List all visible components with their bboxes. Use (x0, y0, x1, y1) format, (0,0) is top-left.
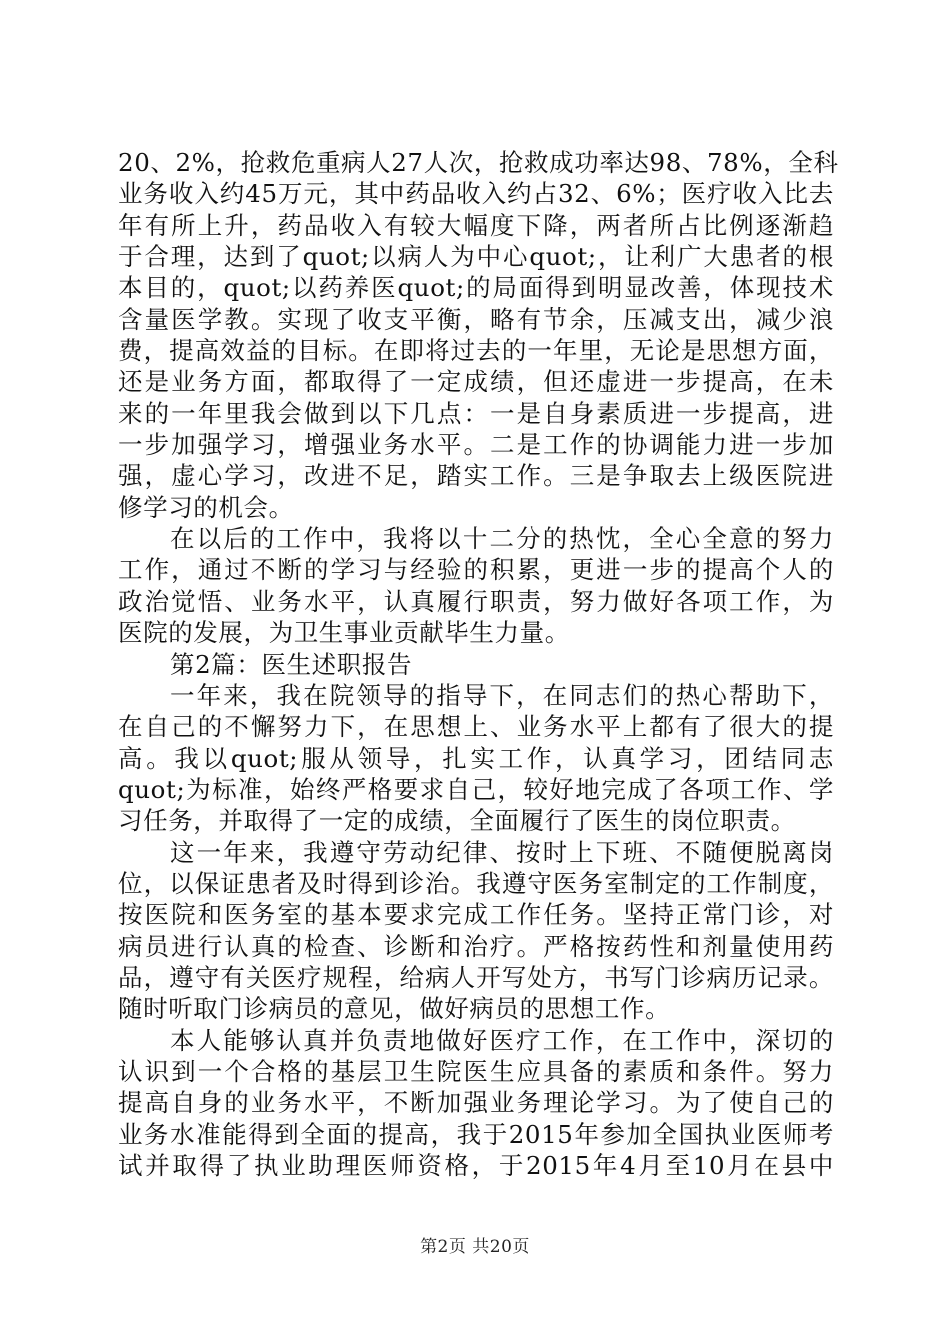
text-line: 业务收入约45万元，其中药品收入约占32、6%；医疗收入比去 (118, 179, 834, 209)
text-line: 品，遵守有关医疗规程，给病人开写处方，书写门诊病历记录。 (118, 962, 834, 992)
text-line: 病员进行认真的检查、诊断和治疗。严格按药性和剂量使用药 (118, 931, 834, 961)
text-line: 认识到一个合格的基层卫生院医生应具备的素质和条件。努力 (118, 1056, 834, 1086)
text-line: 在以后的工作中，我将以十二分的热忱，全心全意的努力 (170, 524, 834, 554)
text-line: 年有所上升，药品收入有较大幅度下降，两者所占比例逐渐趋 (118, 210, 834, 240)
document-body (118, 147, 839, 1181)
text-line: 位，以保证患者及时得到诊治。我遵守医务室制定的工作制度， (118, 868, 834, 898)
text-line: 含量医学教。实现了收支平衡，略有节余，压减支出，减少浪 (118, 304, 834, 334)
text-line: 来的一年里我会做到以下几点：一是自身素质进一步提高，进 (118, 398, 834, 428)
text-line: 一年来，我在院领导的指导下，在同志们的热心帮助下， (170, 680, 834, 710)
text-line: 这一年来，我遵守劳动纪律、按时上下班、不随便脱离岗 (170, 837, 834, 867)
text-line: 试并取得了执业助理医师资格，于2015年4月至10月在县中 (118, 1151, 834, 1180)
text-line: 高。我以quot;服从领导，扎实工作，认真学习，团结同志 (118, 743, 834, 773)
text-line: quot;为标准，始终严格要求自己，较好地完成了各项工作、学 (118, 774, 834, 804)
page-footer: 第2页 共20页 (420, 1237, 530, 1257)
text-line: 在自己的不懈努力下，在思想上、业务水平上都有了很大的提 (118, 712, 834, 742)
text-line: 修学习的机会。 (118, 492, 294, 522)
text-line: 习任务，并取得了一定的成绩，全面履行了医生的岗位职责。 (118, 806, 796, 836)
text-line: 费，提高效益的目标。在即将过去的一年里，无论是思想方面， (118, 336, 834, 366)
text-line: 政治觉悟、业务水平，认真履行职责，努力做好各项工作，为 (118, 586, 834, 616)
text-line: 医院的发展，为卫生事业贡献毕生力量。 (118, 618, 570, 648)
text-line: 本目的，quot;以药养医quot;的局面得到明显改善，体现技术 (118, 273, 834, 303)
text-line: 随时听取门诊病员的意见，做好病员的思想工作。 (118, 994, 671, 1024)
text-line: 一步加强学习，增强业务水平。二是工作的协调能力进一步加 (118, 430, 834, 460)
text-line: 20、2%，抢救危重病人27人次，抢救成功率达98、78%，全科 (118, 148, 839, 177)
text-line: 按医院和医务室的基本要求完成工作任务。坚持正常门诊，对 (118, 900, 834, 930)
text-line: 工作，通过不断的学习与经验的积累，更进一步的提高个人的 (118, 555, 834, 585)
text-line: 于合理，达到了quot;以病人为中心quot;，让利广大患者的根 (118, 242, 834, 272)
text-line: 强，虚心学习，改进不足，踏实工作。三是争取去上级医院进 (118, 461, 834, 491)
text-line: 业务水准能得到全面的提高，我于2015年参加全国执业医师考 (118, 1119, 834, 1149)
text-line: 本人能够认真并负责地做好医疗工作，在工作中，深切的 (170, 1025, 834, 1055)
text-line: 提高自身的业务水平，不断加强业务理论学习。为了使自己的 (118, 1088, 834, 1118)
text-line: 第2篇：医生述职报告 (170, 649, 413, 679)
text-line: 还是业务方面，都取得了一定成绩，但还虚进一步提高，在未 (118, 367, 834, 397)
